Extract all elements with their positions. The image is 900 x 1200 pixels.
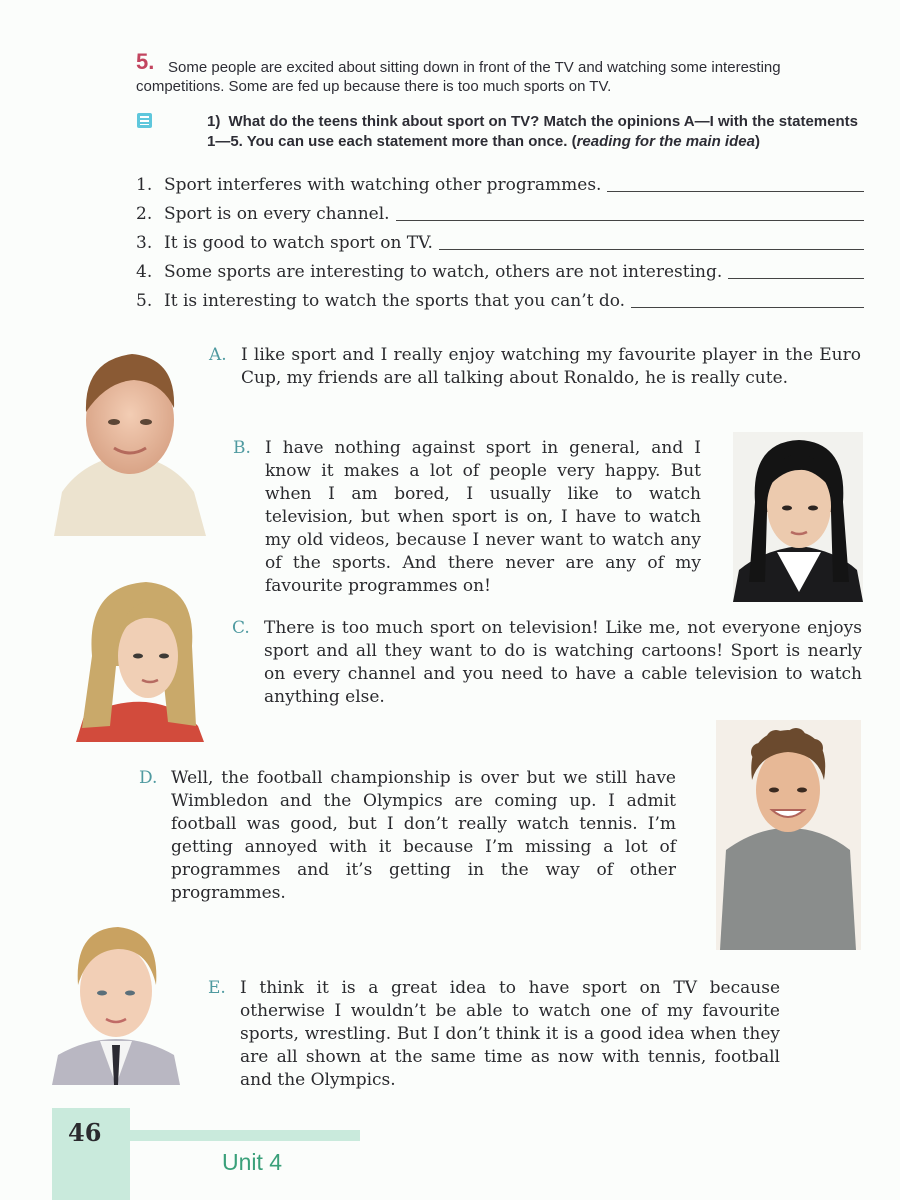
photo-teen-e — [52, 921, 180, 1085]
statement-number: 2. — [136, 204, 153, 224]
answer-line[interactable] — [396, 206, 864, 221]
unit-label: Unit 4 — [222, 1149, 283, 1175]
opinion-letter: D. — [139, 768, 158, 788]
exercise-intro: Some people are excited about sitting down in front of the TV and watching some interesting competitions. Some are fed up because there is too much sports on TV. — [136, 59, 781, 95]
task-close: ) — [754, 133, 760, 150]
photo-teen-b — [733, 432, 863, 602]
statement-text: It is interesting to watch the sports that you can’t do. — [164, 291, 626, 311]
statement-text: Sport is on every channel. — [164, 204, 390, 224]
exercise-number: 5. — [136, 49, 155, 74]
statements-list — [136, 175, 864, 320]
statement-text: It is good to watch sport on TV. — [164, 233, 433, 253]
statement-number: 1. — [136, 175, 153, 195]
opinion-d — [139, 767, 676, 905]
opinion-text: I have nothing against sport in general, and I know it makes a lot of people very happy. But when I am bored, I usually like to watch television, but when sport is on, I have to watch my old videos, because I never want to watch any of the sports. And there never are any of my favourite programmes on! — [265, 438, 701, 596]
answer-line[interactable] — [728, 264, 864, 279]
answer-line[interactable] — [439, 235, 864, 250]
opinion-e — [208, 977, 780, 1092]
reading-task-icon — [137, 113, 152, 128]
statement-item — [136, 204, 864, 233]
task-text: What do the teens think about sport on TV? Match the opinions A—I with the statements 1—5. You can use each statement more than once. ( — [207, 113, 858, 150]
statement-text: Sport interferes with watching other programmes. — [164, 175, 602, 195]
task-number: 1) — [207, 113, 221, 130]
statement-number: 3. — [136, 233, 153, 253]
opinion-b — [233, 437, 701, 598]
opinion-letter: B. — [233, 438, 251, 458]
answer-line[interactable] — [607, 177, 864, 192]
statement-number: 4. — [136, 262, 153, 282]
opinion-letter: A. — [209, 345, 227, 365]
statement-item — [136, 233, 864, 262]
task-instruction — [207, 112, 867, 152]
statement-item — [136, 175, 864, 204]
task-hint: reading for the main idea — [576, 133, 755, 150]
opinion-text: I like sport and I really enjoy watching my favourite player in the Euro Cup, my friends are all talking about Ronaldo, he is really cute. — [241, 345, 861, 388]
statement-number: 5. — [136, 291, 153, 311]
photo-teen-a — [54, 342, 206, 536]
photo-teen-d — [716, 720, 861, 950]
statement-item — [136, 291, 864, 320]
opinion-c — [232, 617, 862, 709]
statement-text: Some sports are interesting to watch, others are not interesting. — [164, 262, 723, 282]
photo-teen-c — [76, 576, 204, 742]
page-number: 46 — [68, 1118, 102, 1147]
statement-item — [136, 262, 864, 291]
opinion-a — [209, 344, 861, 390]
opinion-letter: C. — [232, 618, 250, 638]
opinion-text: There is too much sport on television! Like me, not everyone enjoys sport and all they want to do is watching cartoons! Sport is nearly on every channel and you need to have a cable television to watch anything else. — [264, 618, 862, 707]
opinion-text: I think it is a great idea to have sport on TV because otherwise I wouldn’t be able to watch one of my favourite sports, wrestling. But I don’t think it is a good idea when they are all shown at the same time as now with tennis, football and the Olympics. — [240, 978, 780, 1090]
opinion-letter: E. — [208, 978, 226, 998]
answer-line[interactable] — [631, 293, 864, 308]
opinion-text: Well, the football championship is over but we still have Wimbledon and the Olympics are coming up. I admit football was good, but I don’t really watch tennis. I’m getting annoyed with it because I’m missing a lot of programmes and it’s getting in the way of other programmes. — [171, 768, 676, 903]
